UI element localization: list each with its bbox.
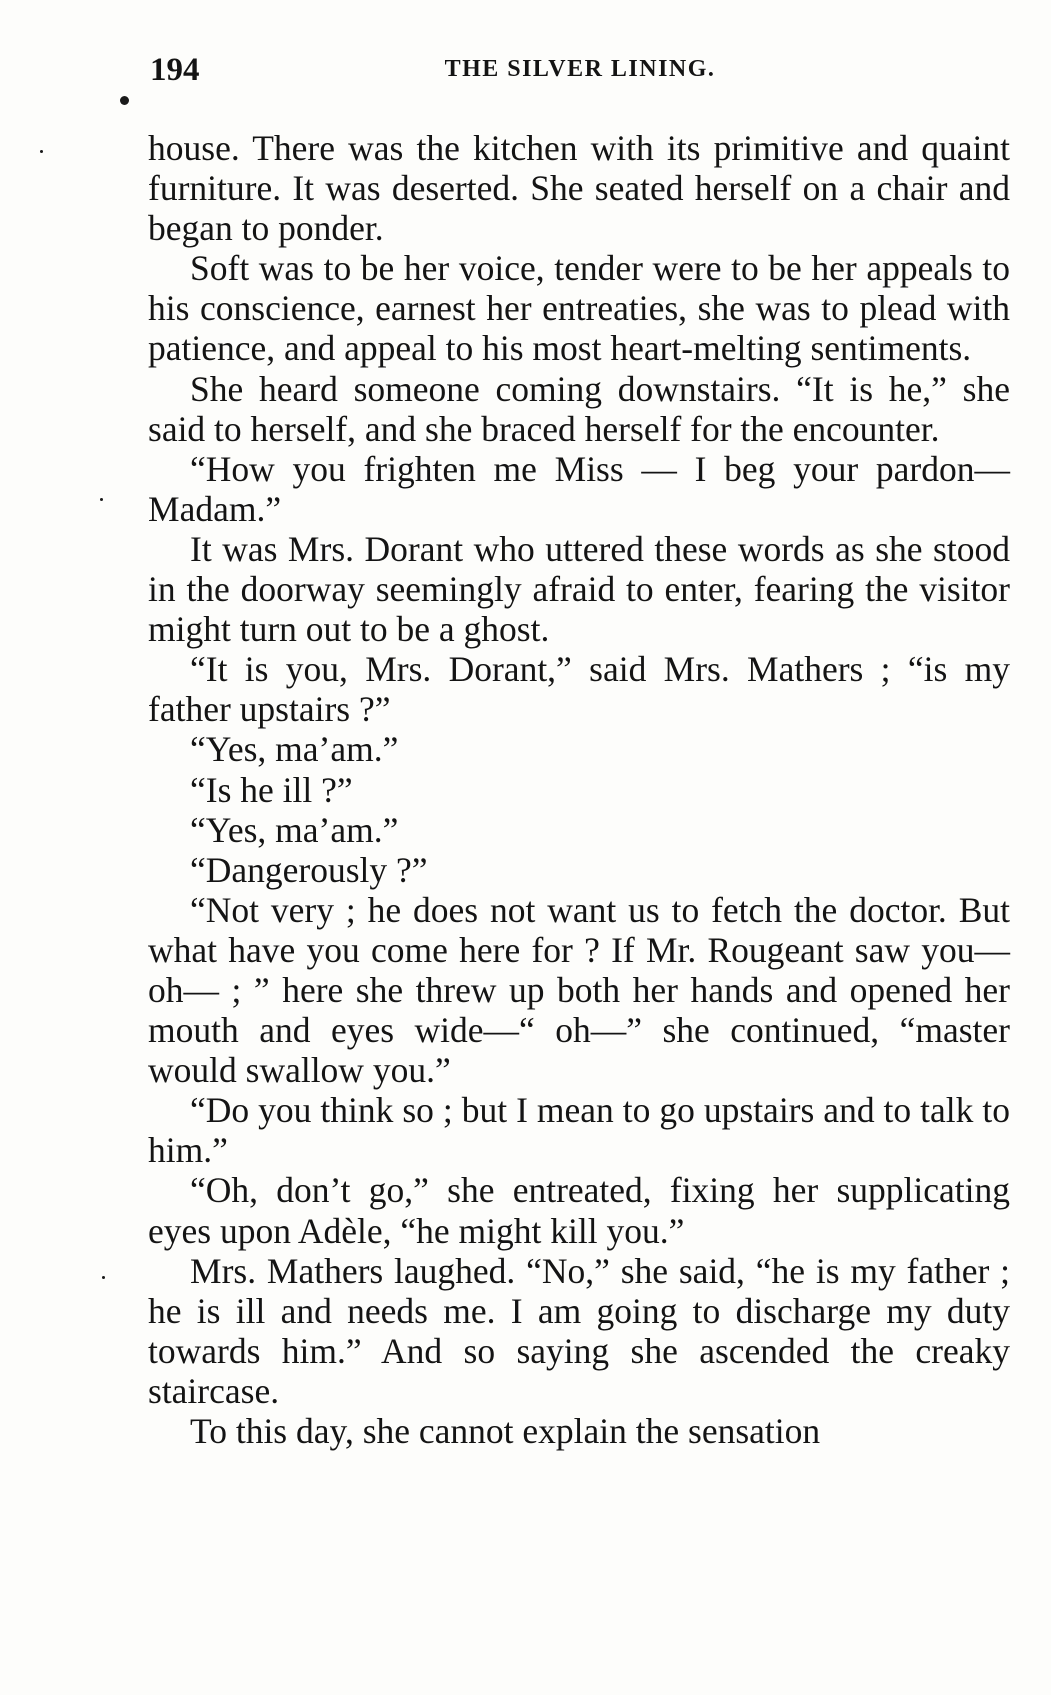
paragraph: She heard someone coming downstairs. “It is he,” she said to herself, and she braced herself for the encounter. <box>148 368 1010 449</box>
paragraph: “How you frighten me Miss — I beg your pardon—Madam.” <box>148 448 1010 529</box>
page-header <box>150 52 1010 102</box>
paragraph: “Yes, ma’am.” <box>190 729 399 770</box>
paragraph: “Oh, don’t go,” she entreated, fixing her supplicating eyes upon Adèle, “he might kill you.” <box>148 1170 1010 1251</box>
paragraph: “Do you think so ; but I mean to go upstairs and to talk to him.” <box>148 1090 1010 1171</box>
body-text <box>148 128 1010 1451</box>
paragraph: “Not very ; he does not want us to fetch the doctor. But what have you come here for ? If Mr. Rougeant saw you—oh— ; ” here she threw up both her hands and opened her mouth and eyes wide—“ oh—” she continued, “master would swallow you.” <box>148 889 1010 1091</box>
paragraph: Soft was to be her voice, tender were to be her appeals to his conscience, earnest her entreaties, she was to plead with patience, and appeal to his most heart-melting sentiments. <box>148 248 1010 369</box>
paragraph: “Is he ill ?” <box>190 769 353 810</box>
page-number: 194 <box>150 52 200 88</box>
paragraph: “It is you, Mrs. Dorant,” said Mrs. Mathers ; “is my father upstairs ?” <box>148 649 1010 730</box>
running-title: THE SILVER LINING. <box>444 56 716 82</box>
ink-speck <box>120 96 129 105</box>
paragraph: Mrs. Mathers laughed. “No,” she said, “he is my father ; he is ill and needs me. I am going to discharge my duty towards him.” And so saying she ascended the creaky staircase. <box>148 1250 1010 1411</box>
ink-speck <box>102 1276 105 1279</box>
ink-speck <box>100 498 103 501</box>
paragraph: “Yes, ma’am.” <box>190 809 399 850</box>
ink-speck <box>40 150 43 153</box>
paragraph: “Dangerously ?” <box>190 849 428 890</box>
paragraph: To this day, she cannot explain the sensation <box>190 1411 821 1451</box>
paragraph: It was Mrs. Dorant who uttered these words as she stood in the doorway seemingly afraid to enter, fearing the visitor might turn out to be a ghost. <box>148 528 1010 650</box>
paragraph: house. There was the kitchen with its primitive and quaint furniture. It was deserted. She seated herself on a chair and began to ponder. <box>148 128 1010 249</box>
